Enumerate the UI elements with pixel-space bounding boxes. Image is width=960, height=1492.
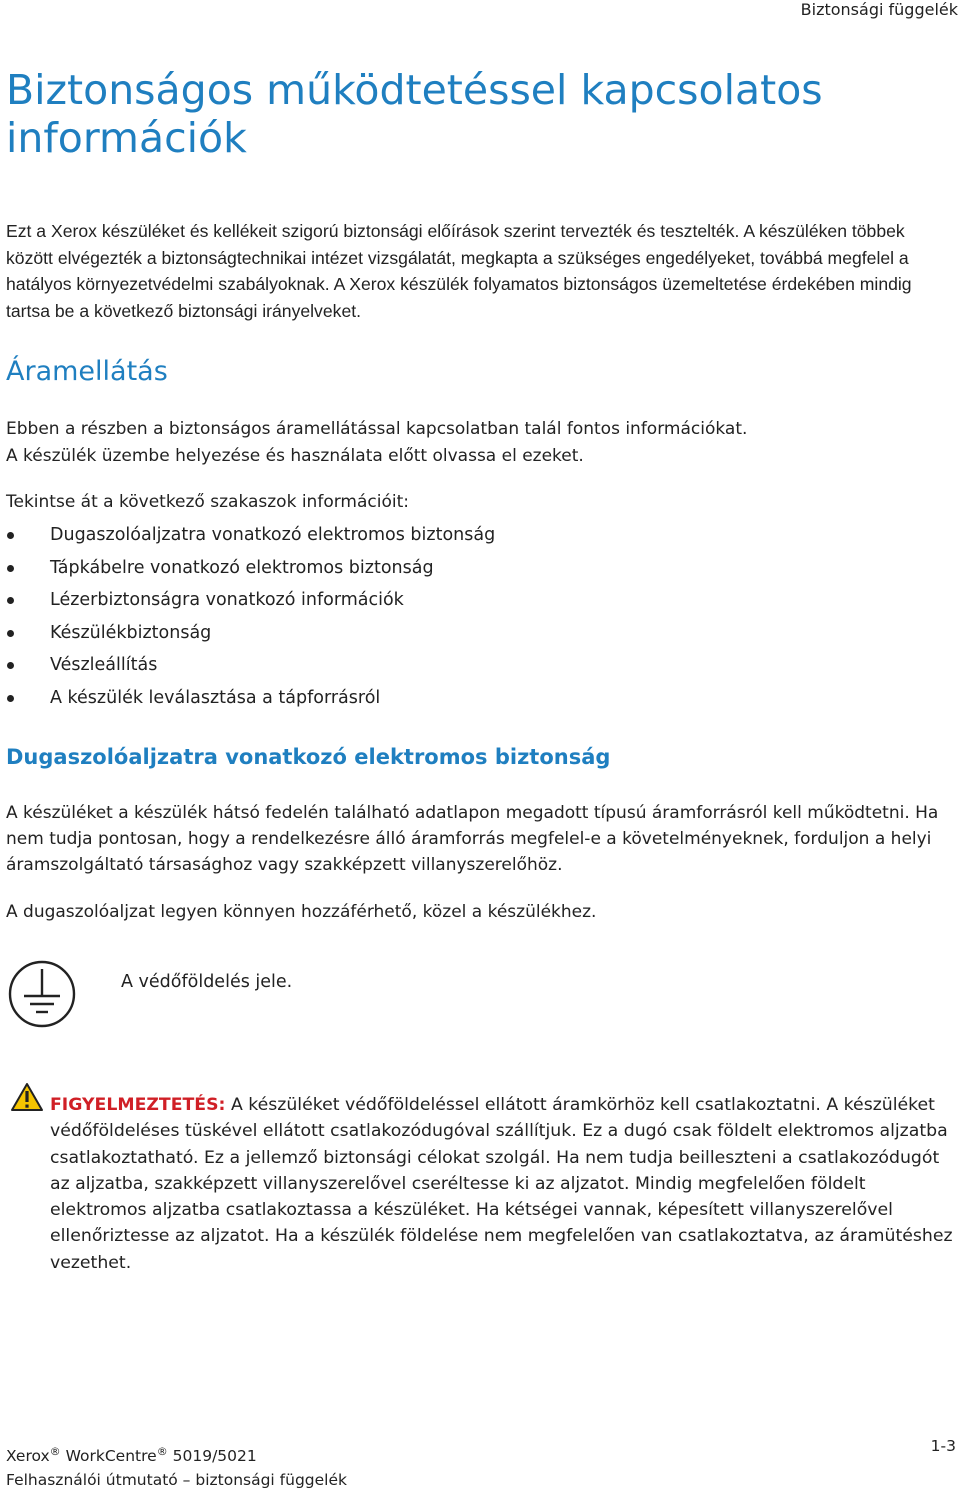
list-item: Lézerbiztonságra vonatkozó információk (6, 584, 495, 617)
footer-guide-title: Felhasználói útmutató – biztonsági függelék (6, 1471, 347, 1490)
footer-product (6, 1440, 347, 1492)
list-item: A készülék leválasztása a tápforrásról (6, 682, 495, 715)
bullet-icon (7, 662, 14, 669)
protective-earth-icon (8, 960, 76, 1028)
section-heading-outlet: Dugaszolóaljzatra vonatkozó elektromos biztonság (6, 745, 611, 769)
warning-block (50, 1092, 958, 1276)
footer-product-line: Xerox® WorkCentre® 5019/5021 (6, 1445, 257, 1466)
power-paragraph-line-1: Ebben a részben a biztonságos áramellátással kapcsolatban talál fontos információkat. (6, 419, 748, 439)
warning-label: FIGYELMEZTETÉS: (50, 1095, 226, 1115)
intro-paragraph: Ezt a Xerox készüléket és kellékeit szigorú biztonsági előírások szerint tervezték és tesztelték. A készüléken többek között elvégezték a biztonságtechnikai intézet vizsgálatát, megkapta a szükséges engedélyeket, továbbá megfelel a hatályos környezetvédelmi szabályoknak. A Xerox készülék folyamatos biztonságos üzemeltetése érdekében mindig tartsa be a következő biztonsági irányelveket. (6, 221, 912, 321)
list-item: Készülékbiztonság (6, 617, 495, 650)
list-item: Vészleállítás (6, 649, 495, 682)
outlet-paragraph-1: A készüléket a készülék hátsó fedelén található adatlapon megadott típusú áramforrásról kell működtetni. Ha nem tudja pontosan, hogy a rendelkezésre álló áramforrás megfelel-e a követelményeknek, forduljon a helyi áramszolgáltató társasághoz vagy szakképzett villanyszerelőhöz. (6, 803, 939, 875)
list-item: Dugaszolóaljzatra vonatkozó elektromos biztonság (6, 519, 495, 552)
outlet-paragraph-2: A dugaszolóaljzat legyen könnyen hozzáférhető, közel a készülékhez. (6, 902, 597, 922)
topic-list (6, 519, 495, 715)
bullet-icon (7, 630, 14, 637)
bullet-icon (7, 532, 14, 539)
running-header: Biztonsági függelék (800, 0, 958, 19)
bullet-icon (7, 695, 14, 702)
page-number: 1-3 (930, 1437, 956, 1455)
warning-icon (10, 1082, 44, 1112)
list-intro: Tekintse át a következő szakaszok információit: (6, 492, 409, 512)
bullet-icon (7, 565, 14, 572)
bullet-icon (7, 597, 14, 604)
page-title: Biztonságos működtetéssel kapcsolatos információk (6, 66, 823, 162)
power-paragraph-line-2: A készülék üzembe helyezése és használata előtt olvassa el ezeket. (6, 446, 584, 466)
section-heading-power: Áramellátás (6, 356, 168, 387)
ground-symbol-caption: A védőföldelés jele. (121, 972, 293, 992)
warning-text: A készüléket védőföldeléssel ellátott áramkörhöz kell csatlakoztatni. A készüléket védőföldeléses tüskével ellátott csatlakozódugóval szállítjuk. Ez a dugó csak földelt elektromos aljzatba csatlakoztatható. Ez a jellemző biztonsági célokat szolgál. Ha nem tudja beilleszteni a csatlakozódugót az aljzatba, szakképzett villanyszerelővel cseréltesse ki az aljzatot. Mindig megfelelően földelt elektromos aljzatba csatlakoztassa a készüléket. Ha kétségei vannak, képesített villanyszerelővel ellenőriztesse az aljzatot. Ha a készülék földelése nem megfelelően van csatlakoztatva, az áramütéshez vezethet. (50, 1095, 953, 1273)
list-item: Tápkábelre vonatkozó elektromos biztonság (6, 552, 495, 585)
